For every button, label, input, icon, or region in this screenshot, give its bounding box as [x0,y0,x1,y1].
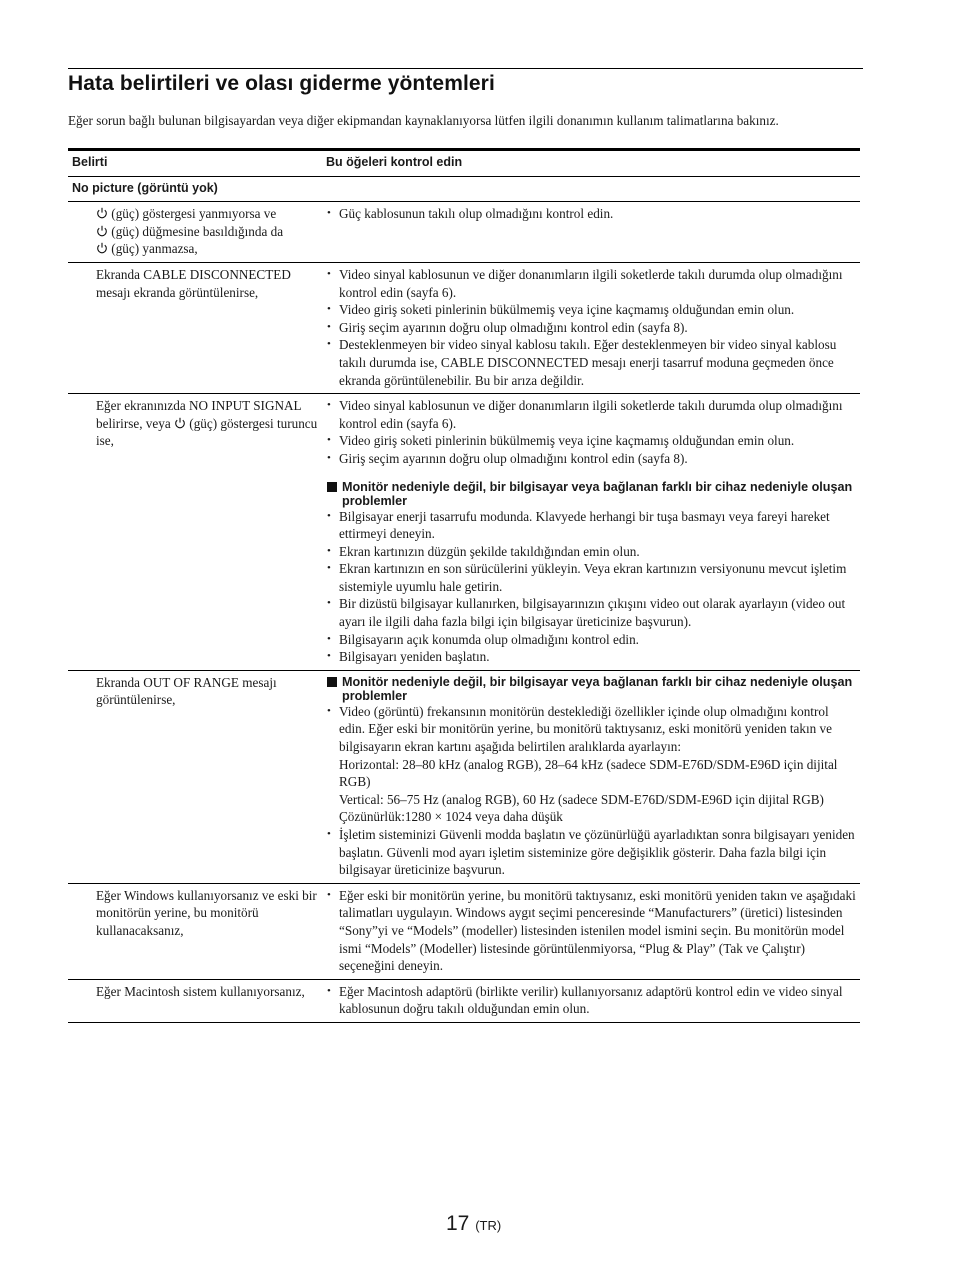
section-title: No picture (görüntü yok) [68,176,860,202]
resolution: Çözünürlük:1280 × 1024 veya daha düşük [339,809,563,825]
page-number: 17 (TR) [446,1212,502,1235]
language-code: (TR) [475,1218,502,1233]
power-icon [96,242,108,254]
check-cell [322,262,860,393]
list-item: • Güç kablosunun takılı olup olmadığını kontrol edin. [326,205,856,223]
check-cell [322,202,860,263]
symptom-cell: Ekranda CABLE DISCONNECTED mesajı ekranda görüntülenirse, [68,262,322,393]
symptom-cell [68,202,322,263]
horizontal-range: Horizontal: 28–80 kHz (analog RGB), 28–64 kHz (sadece SDM-E76D/SDM-E96D için dijital RGB) [339,756,838,790]
list-item: • Video giriş soketi pinlerinin bükülmemiş veya içine kaçmamış olduğundan emin olun. [326,301,856,319]
symptom-cell: Eğer Macintosh sistem kullanıyorsanız, [68,979,322,1022]
symptom-line: (güç) yanmazsa, [96,240,318,258]
list-item: • Bilgisayar enerji tasarrufu modunda. Klavyede herhangi bir tuşa basmayı veya fareyi hareket ettirmeyi deneyin. [326,508,856,543]
list-item: • Video (görüntü) frekansının monitörün desteklediği özellikler içinde olup olmadığını kontrol edin. Eğer eski bir monitörün yerine, bu monitörü taktıysanız, eski monitörü yeniden takın ve bilgisayarın ekran kartını aşağıda belirtilen aralıklarda ayarlayın: Horizontal: 28–80 kHz (analog RGB), 28–64 kHz (sadece SDM-E76D/SDM-E96D için dijital RGB) Vertical: 56–75 Hz (analog RGB), 60 Hz (sadece SDM-E76D/SDM-E96D için dijital RGB) Çözünürlük:1280 × 1024 veya daha düşük [326,703,856,826]
list-item: • Giriş seçim ayarının doğru olup olmadığını kontrol edin (sayfa 8). [326,450,856,468]
check-cell [322,394,860,671]
check-cell [322,670,860,883]
check-cell [322,883,860,979]
list-item: • İşletim sisteminizi Güvenli modda başlatın ve çözünürlüğü ayarladıktan sonra bilgisayarı yeniden başlatın. Güvenli mod ayarı işletim sisteminize göre değişiklik gösterir. Daha fazla bilgi için bilgisayar üreticinize başvurun. [326,826,856,879]
symptom-line: (güç) göstergesi yanmıyorsa ve [96,205,318,223]
list-item: • Desteklenmeyen bir video sinyal kablosu takılı. Eğer desteklenmeyen bir video sinyal kablosu takılı durumda ise, CABLE DISCONNECTED mesajı enerji tasarruf moduna geçmeden önce ekranda görüntülenebilir. Bu bir arıza değildir. [326,336,856,389]
power-icon [96,225,108,237]
vertical-range: Vertical: 56–75 Hz (analog RGB), 60 Hz (sadece SDM-E76D/SDM-E96D için dijital RGB) [339,791,824,807]
list-item: • Bilgisayarı yeniden başlatın. [326,648,856,666]
troubleshooting-table [68,148,860,1023]
top-rule [68,68,863,69]
subheading: Monitör nedeniyle değil, bir bilgisayar veya bağlanan farklı bir cihaz nedeniyle oluşan problemler [326,675,856,703]
symptom-cell: Ekranda OUT OF RANGE mesajı görüntülenirse, [68,670,322,883]
header-symptom: Belirti [68,150,322,177]
square-bullet-icon [327,482,337,492]
intro-text: Eğer sorun bağlı bulunan bilgisayardan veya diğer ekipmandan kaynaklanıyorsa lütfen ilgili donanımın kullanım talimatlarına bakınız. [68,113,779,128]
list-item: • Bir dizüstü bilgisayar kullanırken, bilgisayarınızın çıkışını video out olarak ayarlayın (video out ayarı ile ilgili daha fazla bilgi için bilgisayar üreticinize başvurun). [326,595,856,630]
list-item: • Giriş seçim ayarının doğru olup olmadığını kontrol edin (sayfa 8). [326,319,856,337]
power-icon [174,417,186,429]
table-row [68,202,860,263]
header-check: Bu öğeleri kontrol edin [322,150,860,177]
list-item: • Video giriş soketi pinlerinin bükülmemiş veya içine kaçmamış olduğundan emin olun. [326,432,856,450]
table-row [68,670,860,883]
table-row [68,979,860,1022]
section-row [68,176,860,202]
power-icon [96,207,108,219]
subheading: Monitör nedeniyle değil, bir bilgisayar veya bağlanan farklı bir cihaz nedeniyle oluşan problemler [326,480,856,508]
table-row [68,883,860,979]
check-cell [322,979,860,1022]
list-item: • Video sinyal kablosunun ve diğer donanımların ilgili soketlerde takılı durumda olup olmadığını kontrol edin (sayfa 6). [326,266,856,301]
table-row [68,262,860,393]
list-item: • Video sinyal kablosunun ve diğer donanımların ilgili soketlerde takılı durumda olup olmadığını kontrol edin (sayfa 6). [326,397,856,432]
symptom-cell: Eğer ekranınızda NO INPUT SIGNAL belirirse, veya (güç) göstergesi turuncu ise, [68,394,322,671]
square-bullet-icon [327,677,337,687]
page-title: Hata belirtileri ve olası giderme yöntemleri [68,72,495,95]
list-item: • Eğer eski bir monitörün yerine, bu monitörü taktıysanız, eski monitörü yeniden takın ve aşağıdaki talimatları uygulayın. Windows aygıt seçimi penceresinde “Manufacturers” (üretici) listesinden “Sony”yi ve “Models” (modeller) listesinden istenilen model ismini seçin. Bu monitörün model ismi “Models” (Modeller) listesinde görüntülenmiyorsa, “Plug & Play” (Tak ve Çalıştır) seçeneğini deneyin. [326,887,856,975]
symptom-line: (güç) düğmesine basıldığında da [96,223,318,241]
list-item: • Eğer Macintosh adaptörü (birlikte verilir) kullanıyorsanız adaptörü kontrol edin ve video sinyal kablosunun doğru takılı olduğundan emin olun. [326,983,856,1018]
list-item: • Ekran kartınızın en son sürücülerini yükleyin. Veya ekran kartınızın versiyonunu mevcut işletim sistemiyle uyumlu hale getirin. [326,560,856,595]
list-item: • Bilgisayarın açık konumda olup olmadığını kontrol edin. [326,631,856,649]
symptom-cell: Eğer Windows kullanıyorsanız ve eski bir monitörün yerine, bu monitörü kullanacaksanız, [68,883,322,979]
table-header-row [68,150,860,177]
table-row [68,394,860,671]
list-item: • Ekran kartınızın düzgün şekilde takıldığından emin olun. [326,543,856,561]
